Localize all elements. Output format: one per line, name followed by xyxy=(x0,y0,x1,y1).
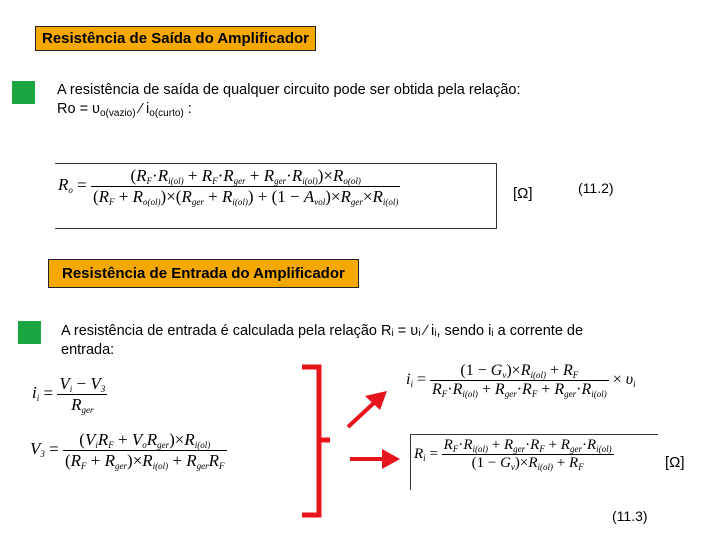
formula-side-rule xyxy=(410,434,411,490)
bullet-square xyxy=(12,81,35,104)
formula-output-resistance: Ro = $\frac{\text{(RF·Ri(ol) + RF·Rger + Rger·Ri(ol))×Ro(ol)}}{\text{(RF + Ro(ol))×(Rger + Ri(ol)) + (1 − Avol)×Rger×Ri(ol)}}$ xyxy=(58,166,399,207)
paragraph-line: A resistência de saída de qualquer circuito pode ser obtida pela relação: xyxy=(57,82,521,98)
equation-number: (11.2) xyxy=(578,180,614,196)
paragraph-line: entrada: xyxy=(61,342,115,358)
formula-top-rule xyxy=(55,163,497,164)
bullet-square xyxy=(18,321,41,344)
equation-number: (11.3) xyxy=(612,508,648,524)
paragraph-input-resistance xyxy=(61,322,583,360)
paragraph-relation: $Ro = \upsilon_{o(vazio)}$ ⁄ $i_{o(curto)}$ : xyxy=(57,101,192,119)
unit-ohm: [Ω] xyxy=(665,454,685,471)
arrow-up-icon xyxy=(348,391,387,427)
formula-bottom-rule xyxy=(55,228,497,229)
paragraph-output-resistance xyxy=(57,81,521,123)
bracket-shape xyxy=(302,367,330,515)
formula-side-rule xyxy=(496,163,497,229)
section-title-output-resistance: Resistência de Saída do Amplificador xyxy=(35,26,316,51)
formula-input-current-2: ii = $\frac{(1 - Gv)\times Ri(ol) + RF}{\text{RF·Ri(ol) + Rger·RF + Rger·Ri(ol)}}$ × υi xyxy=(406,362,636,399)
formula-input-resistance: $R_i$ = $\frac{R_F\cdot R_{i(ol)} + R_{ger}\cdot R_F + R_{ger}\cdot R_{i(ol)}}{(1 - G_v)\times R_{i(ol)} + R_F}$ xyxy=(414,437,612,472)
section-title-input-resistance: Resistência de Entrada do Amplificador xyxy=(48,259,359,288)
formula-input-current: ii = $\frac{Vi - V3}{\text{Rger}}$ xyxy=(32,374,106,415)
arrow-right-icon xyxy=(350,449,400,469)
unit-ohm: [Ω] xyxy=(513,185,533,202)
formula-v3: V3 = $\frac{\text{(ViRF + VoRger)×Ri(ol)}}{\text{(RF + Rger)×Ri(ol) + RgerRF}}$ xyxy=(30,430,225,471)
formula-top-rule xyxy=(410,434,658,435)
paragraph-line: A resistência de entrada é calculada pela relação Rᵢ = υᵢ ⁄ iᵢ, sendo iᵢ a corrente de xyxy=(61,323,584,339)
